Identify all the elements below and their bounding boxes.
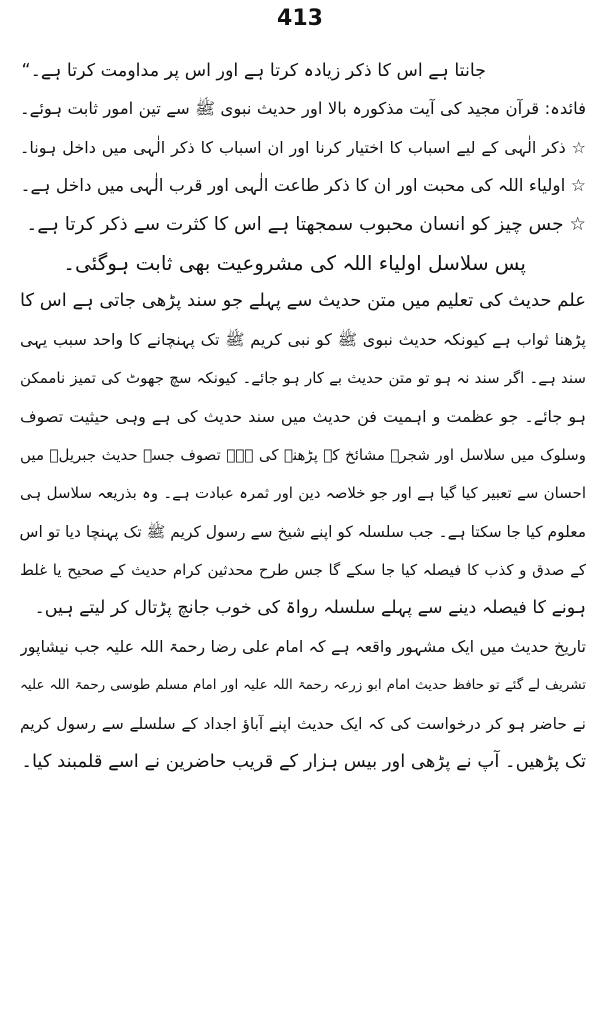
text-line: سند ہے۔ اگر سند نہ ہو تو متن حدیث بے کار ہو جائے۔ کیونکہ سچ جھوٹ کی تمیز ناممکن — [20, 369, 586, 388]
text-line: ہو جائے۔ جو عظمت و اہمیت فن حدیث میں سند حدیث کی ہے وہی حیثیت تصوف — [20, 406, 586, 426]
text-line: تک پڑھیں۔ آپ نے پڑھی اور بیس ہزار کے قریب حاضرین نے اسے قلمبند کیا۔ — [21, 751, 586, 773]
text-line: معلوم کیا جا سکتا ہے۔ جب سلسلہ کو اپنے شیخ سے رسول کریم ﷺ تک پہنچا دیا تو اس — [20, 522, 586, 541]
page-text — [20, 52, 586, 781]
text-line: کے صدق و کذب کا فیصلہ کیا جا سکے گا جس طرح محدثین کرام حدیث کے صحیح یا غلط — [20, 561, 586, 580]
text-line: پڑھنا ثواب ہے کیونکہ حدیث نبوی ﷺ کو نبی کریم ﷺ تک پہنچانے کا واحد سبب یہی — [20, 329, 586, 349]
text-line: علم حدیث کی تعلیم میں متن حدیث سے پہلے جو سند پڑھی جاتی ہے اس کا — [20, 290, 586, 312]
text-line: ☆ ذکر الٰہی کے لیے اسباب کا اختیار کرنا اور ان اسباب کا ذکر الٰہی میں داخل ہونا۔ — [20, 137, 586, 157]
text-line: تاریخ حدیث میں ایک مشہور واقعہ ہے کہ امام علی رضا رحمۃ اللہ علیہ جب نیشاپور — [20, 636, 586, 656]
text-line: پس سلاسل اولیاء اللہ کی مشروعیت بھی ثابت ہوگئی۔ — [63, 250, 526, 275]
page-number: 413 — [277, 6, 323, 31]
text-line: ☆ اولیاء اللہ کی محبت اور ان کا ذکر طاعت الٰہی اور قرب الٰہی میں داخل ہے۔ — [20, 176, 586, 197]
text-line: تشریف لے گئے تو حافظ حدیث امام ابو زرعہ رحمۃ اللہ علیہ اور امام مسلم طوسی رحمۃ اللہ علیہ — [20, 677, 586, 694]
text-line: وسلوک میں سلاسل اور شجرہ مشائخ کے پڑھنے کی ہے۔ تصوف جسے حدیث جبریلؑ میں — [20, 445, 586, 464]
text-line: نے حاضر ہو کر درخواست کی کہ ایک حدیث اپنے آباؤ اجداد کے سلسلے سے رسول کریم — [20, 714, 586, 733]
text-line: ہونے کا فیصلہ دینے سے پہلے سلسلہ رواۃ کی خوب جانچ پڑتال کر لیتے ہیں۔ — [34, 598, 586, 619]
text-line: ☆ جس چیز کو انسان محبوب سمجھتا ہے اس کا کثرت سے ذکر کرتا ہے۔ — [26, 213, 586, 235]
text-line: جانتا ہے اس کا ذکر زیادہ کرتا ہے اور اس پر مداومت کرتا ہے۔“ — [21, 61, 486, 81]
text-line: احسان سے تعبیر کیا گیا ہے اور جو خلاصہ دین اور ثمرہ عبادت ہے۔ وہ بذریعہ سلاسل ہی — [20, 484, 586, 503]
text-line: فائدہ: قرآن مجید کی آیت مذکورہ بالا اور حدیث نبوی ﷺ سے تین امور ثابت ہوئے۔ — [20, 99, 586, 119]
